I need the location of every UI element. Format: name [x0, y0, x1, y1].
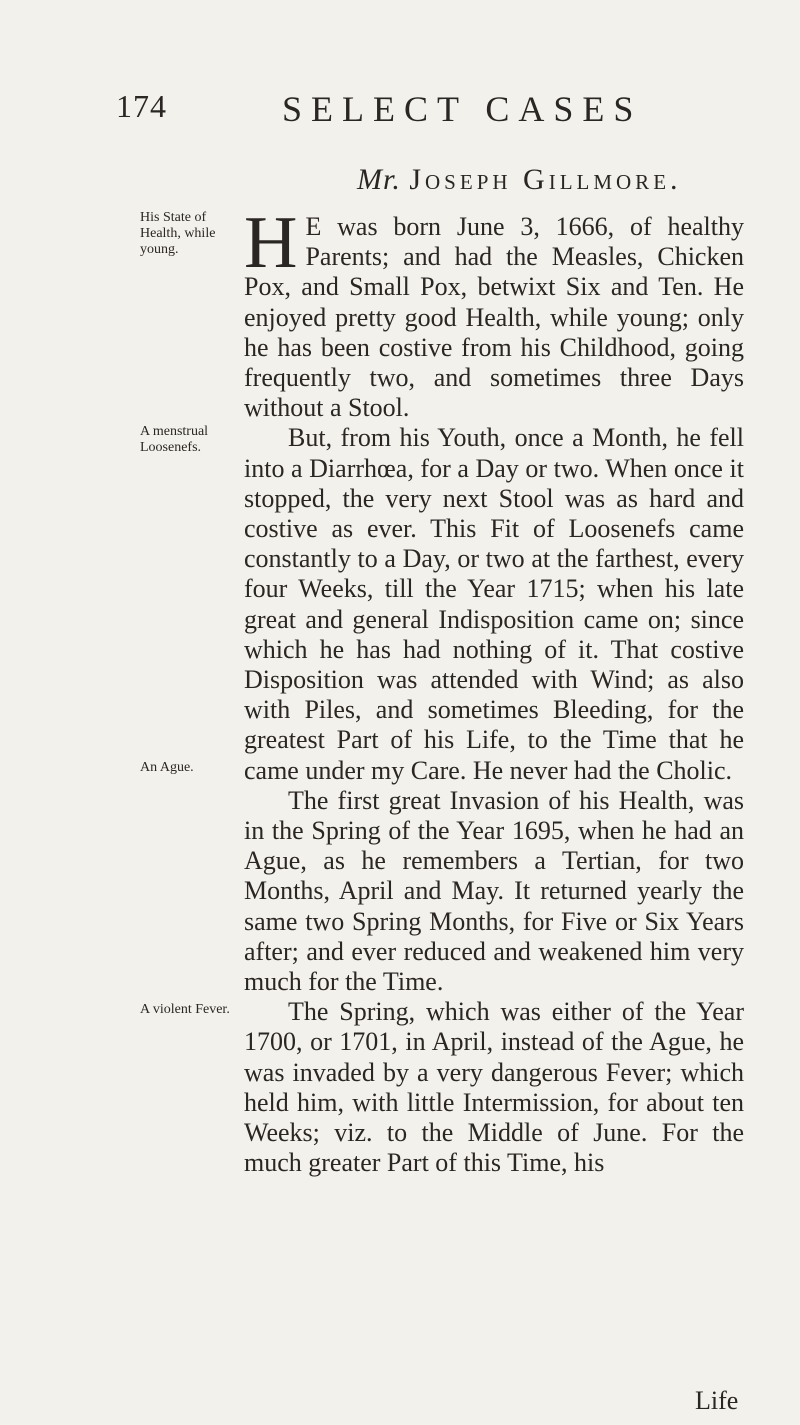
margin-note-looseness: A menstrual Loosenefs.: [140, 424, 209, 455]
body-text: [244, 202, 744, 1179]
running-head: [0, 88, 800, 128]
margin-note-ague: An Ague.: [140, 760, 194, 775]
running-title: SELECT CASES: [282, 89, 643, 129]
paragraph: The first great Invasion of his Health, was in the Spring of the Year 1695, when he had an Ague, as he remembers a Tertian, for two Months, April and May. It returned yearly the same two Spring Months, for Five or Six Years after; and ever reduced and weakened him very much for the Time.: [244, 785, 744, 997]
case-heading: [357, 163, 682, 197]
paragraph-text: E was born June 3, 1666, of healthy Parents; and had the Measles, Chicken Pox, and Small Pox, betwixt Six and Ten. He enjoyed pretty good Health, while young; only he has been costive from his Childhood, going frequently two, and sometimes three Days without a Stool.: [244, 212, 744, 423]
case-heading-name: Joseph Gillmore.: [409, 163, 682, 196]
paragraph: But, from his Youth, once a Month, he fell into a Diarrhœa, for a Day or two. When once it stopped, the very next Stool was as hard and costive as ever. This Fit of Loosenefs came constantly to a Day, or two at the farthest, every four Weeks, till the Year 1715; when his late great and general Indisposition came on; since which he has had nothing of it. That costive Disposition was attended with Wind; as also with Piles, and sometimes Bleeding, for the greatest Part of his Life, to the Time that he came under my Care. He never had the Cholic.: [244, 423, 744, 785]
margin-note-health: His State of Health, while young.: [140, 210, 216, 257]
paragraph: [244, 202, 744, 423]
paragraph: The Spring, which was either of the Year 1700, or 1701, in April, instead of the Ague, he was invaded by a very dangerous Fever; which held him, with little Intermission, for about ten Weeks; viz. to the Middle of June. For the much greater Part of this Time, his: [244, 997, 744, 1178]
margin-note-fever: A violent Fever.: [140, 1002, 230, 1017]
catchword: Life: [695, 1386, 739, 1415]
page-number: 174: [116, 88, 167, 124]
drop-cap: H: [244, 202, 298, 284]
case-heading-prefix: Mr.: [357, 163, 401, 196]
